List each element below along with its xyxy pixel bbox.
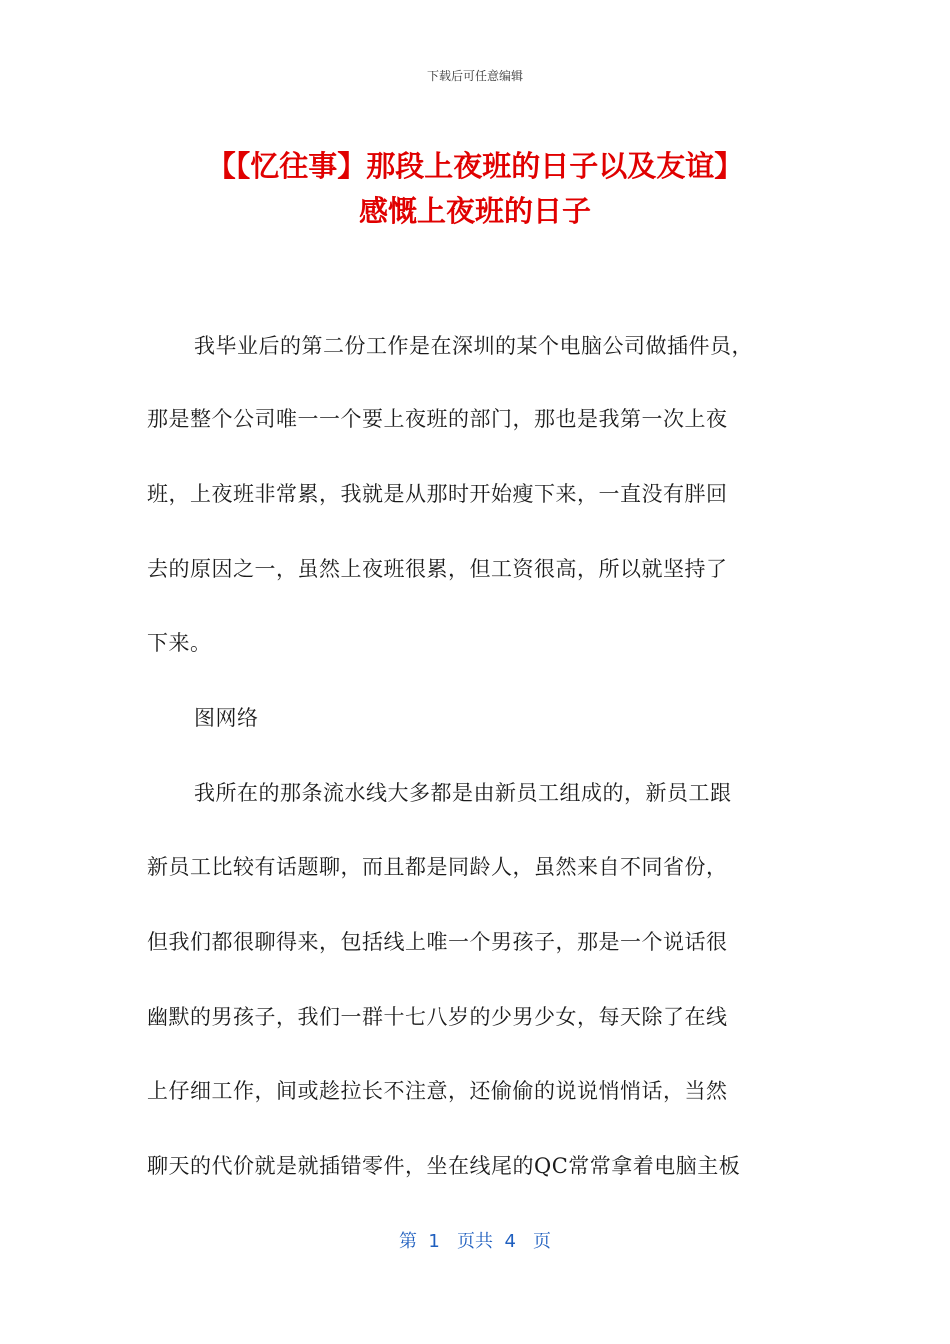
paragraph-1-line-5: 下来。 xyxy=(147,631,212,655)
paragraph-3-line-2: 新员工比较有话题聊，而且都是同龄人，虽然来自不同省份， xyxy=(147,855,728,879)
paragraph-3-line-4: 幽默的男孩子，我们一群十七八岁的少男少女，每天除了在线 xyxy=(147,1005,728,1029)
paragraph-3-line-3: 但我们都很聊得来，包括线上唯一个男孩子，那是一个说话很 xyxy=(147,930,728,954)
paragraph-1-line-4: 去的原因之一，虽然上夜班很累，但工资很高，所以就坚持了 xyxy=(147,557,728,581)
header-note: 下载后可任意编辑 xyxy=(426,69,523,83)
paragraph-3-line-5: 上仔细工作，间或趁拉长不注意，还偷偷的说说悄悄话，当然 xyxy=(147,1079,728,1103)
paragraph-1-line-1: 我毕业后的第二份工作是在深圳的某个电脑公司做插件员， xyxy=(194,334,753,358)
page-footer: 第 1 页共 4 页 xyxy=(398,1231,552,1252)
paragraph-2-line-1: 图网络 xyxy=(194,706,259,730)
paragraph-1-line-2: 那是整个公司唯一一个要上夜班的部门，那也是我第一次上夜 xyxy=(147,407,728,431)
paragraph-3-line-6: 聊天的代价就是就插错零件，坐在线尾的QC常常拿着电脑主板 xyxy=(147,1154,741,1178)
title-line-1: 【【忆往事】那段上夜班的日子以及友谊】 xyxy=(206,149,744,183)
paragraph-3-line-1: 我所在的那条流水线大多都是由新员工组成的，新员工跟 xyxy=(194,781,732,805)
paragraph-1-line-3: 班，上夜班非常累，我就是从那时开始瘦下来，一直没有胖回 xyxy=(147,482,728,506)
title-line-2: 感慨上夜班的日子 xyxy=(358,194,591,228)
